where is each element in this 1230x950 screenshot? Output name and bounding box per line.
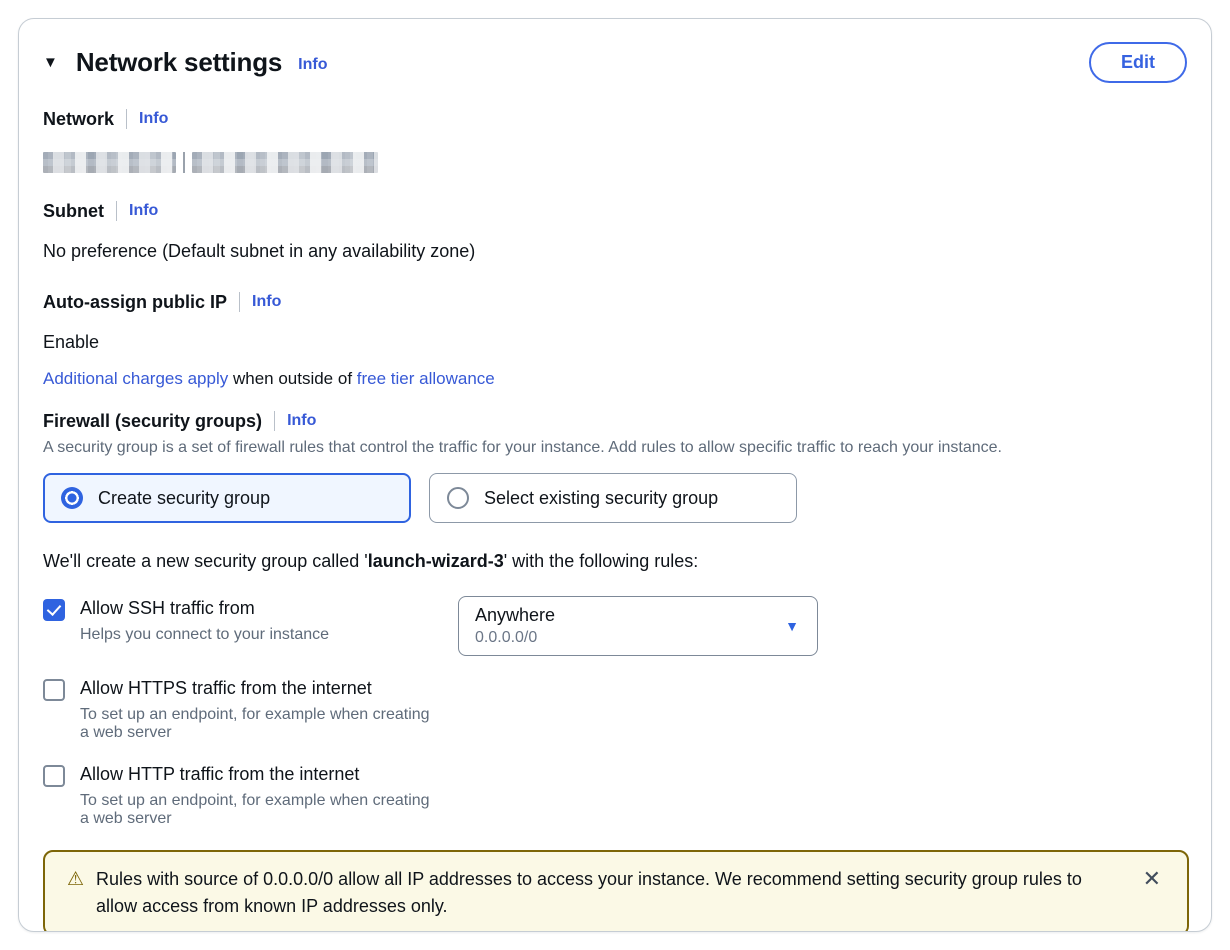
warning-triangle-icon: ⚠ bbox=[67, 869, 85, 890]
free-tier-allowance-link[interactable]: free tier allowance bbox=[356, 369, 495, 388]
panel-info-link[interactable]: Info bbox=[298, 56, 328, 73]
ssh-rule-label[interactable]: Allow SSH traffic from bbox=[80, 598, 255, 618]
ssh-source-dropdown[interactable] bbox=[458, 596, 818, 656]
https-checkbox[interactable] bbox=[43, 679, 65, 701]
panel-title: Network settings bbox=[75, 46, 283, 77]
rule-row-http bbox=[43, 764, 1187, 828]
rule-row-https bbox=[43, 678, 1187, 742]
panel-header bbox=[43, 39, 1187, 85]
open-ports-warning-banner bbox=[43, 850, 1189, 932]
rule-row-ssh bbox=[43, 598, 1187, 656]
https-rule-helper: To set up an endpoint, for example when creating a web server bbox=[80, 706, 430, 741]
https-rule-label[interactable]: Allow HTTPS traffic from the internet bbox=[80, 678, 372, 698]
redacted-separator bbox=[183, 152, 185, 173]
new-security-group-sentence bbox=[43, 551, 1187, 572]
warning-text: Rules with source of 0.0.0.0/0 allow all IP addresses to access your instance. We recommend setting security group rules to allow access from known IP addresses only. bbox=[96, 869, 1082, 916]
create-security-group-option[interactable] bbox=[43, 473, 411, 523]
network-field-label-row bbox=[43, 107, 1187, 131]
subnet-label: Subnet bbox=[43, 200, 104, 221]
sentence-prefix: We'll create a new security group called ' bbox=[43, 551, 368, 571]
sentence-suffix: ' with the following rules: bbox=[503, 551, 699, 571]
ssh-rule-texts bbox=[80, 598, 430, 644]
additional-charges-link[interactable]: Additional charges apply bbox=[43, 369, 229, 388]
label-divider bbox=[116, 201, 117, 221]
http-rule-helper: To set up an endpoint, for example when creating a web server bbox=[80, 792, 430, 827]
option-label: Select existing security group bbox=[484, 487, 719, 508]
http-rule-texts bbox=[80, 764, 430, 828]
radio-selected-icon[interactable] bbox=[61, 487, 83, 509]
auto-assign-ip-value: Enable bbox=[43, 332, 100, 352]
network-value-redacted bbox=[43, 151, 1187, 173]
option-label: Create security group bbox=[98, 487, 271, 508]
radio-unselected-icon[interactable] bbox=[447, 487, 469, 509]
ssh-rule-helper: Helps you connect to your instance bbox=[80, 626, 330, 643]
auto-assign-ip-label: Auto-assign public IP bbox=[43, 291, 228, 312]
dropdown-selected-value: Anywhere bbox=[475, 605, 556, 625]
auto-assign-ip-info-link[interactable]: Info bbox=[252, 293, 282, 310]
https-rule-texts bbox=[80, 678, 430, 742]
subnet-field-label-row bbox=[43, 199, 1187, 223]
close-icon[interactable]: ✕ bbox=[1135, 866, 1169, 892]
http-rule-label[interactable]: Allow HTTP traffic from the internet bbox=[80, 764, 360, 784]
chevron-down-icon: ▼ bbox=[785, 618, 799, 634]
dropdown-detail-value: 0.0.0.0/0 bbox=[475, 629, 538, 646]
charges-note-middle: when outside of bbox=[228, 369, 357, 388]
label-divider bbox=[274, 411, 275, 431]
firewall-info-link[interactable]: Info bbox=[287, 412, 317, 429]
collapse-triangle-icon[interactable]: ▼ bbox=[43, 53, 58, 71]
firewall-label: Firewall (security groups) bbox=[43, 410, 263, 431]
http-checkbox[interactable] bbox=[43, 765, 65, 787]
security-group-options bbox=[43, 473, 1187, 523]
edit-button[interactable]: Edit bbox=[1089, 42, 1187, 83]
ssh-checkbox[interactable] bbox=[43, 599, 65, 621]
subnet-info-link[interactable]: Info bbox=[129, 202, 159, 219]
redacted-block bbox=[192, 152, 378, 173]
firewall-description: A security group is a set of firewall rules that control the traffic for your instance. Add rules to allow specific traffic to reach your instance. bbox=[43, 439, 1002, 456]
label-divider bbox=[126, 109, 127, 129]
charges-note bbox=[43, 369, 1187, 389]
subnet-value: No preference (Default subnet in any availability zone) bbox=[43, 241, 476, 261]
network-info-link[interactable]: Info bbox=[139, 110, 169, 127]
network-settings-panel bbox=[18, 18, 1212, 932]
network-label: Network bbox=[43, 108, 115, 129]
security-group-name: launch-wizard-3 bbox=[367, 551, 504, 571]
firewall-label-row bbox=[43, 409, 1187, 433]
auto-assign-ip-label-row bbox=[43, 290, 1187, 314]
select-existing-security-group-option[interactable] bbox=[429, 473, 797, 523]
redacted-block bbox=[43, 152, 176, 173]
label-divider bbox=[239, 292, 240, 312]
